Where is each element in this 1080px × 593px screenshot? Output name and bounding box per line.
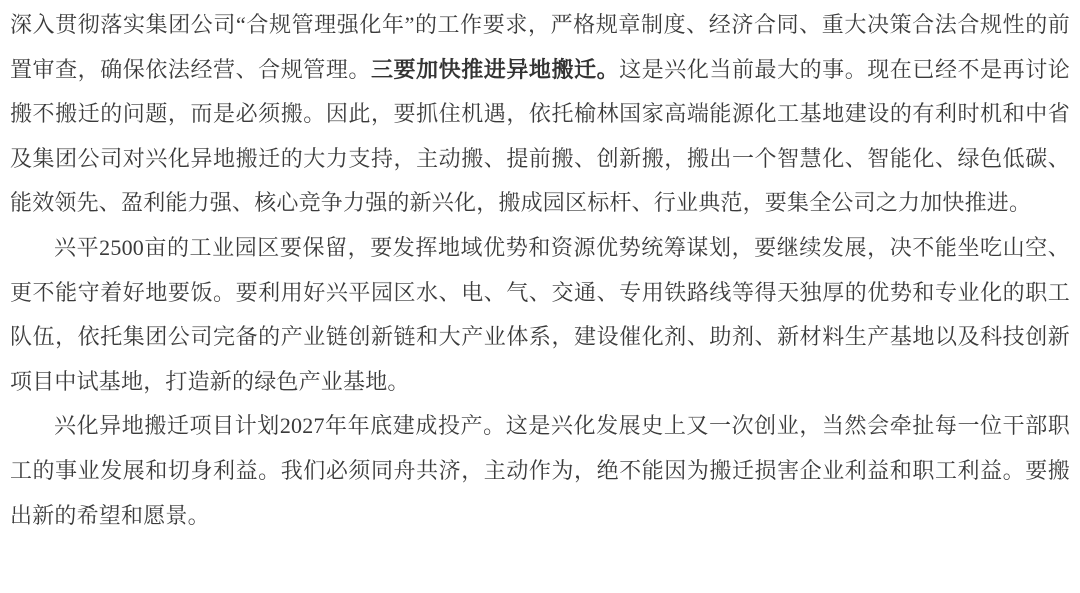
text-segment: 兴平2500亩的工业园区要保留，要发挥地域优势和资源优势统筹谋划，要继续发展，决不能坐吃山空、更不能守着好地要饭。要利用好兴平园区水、电、气、交通、专用铁路线等得天独厚的优势和专业化的职工队伍，依托集团公司完备的产业链创新链和大产业体系，建设催化剂、助剂、新材料生产基地以及科技创新项目中试基地，打造新的绿色产业基地。 xyxy=(10,234,1070,394)
bold-text-segment: 三要加快推进异地搬迁。 xyxy=(370,56,620,82)
paragraph xyxy=(10,3,1070,226)
text-segment: 深入贯彻落实集团公司“合规管理强化年”的工作要求，严格规章制度、经济合同、重大决策合法合规性的前置审查，确保依法经营、合规管理。 xyxy=(10,12,1070,82)
paragraph xyxy=(10,404,1070,538)
text-segment: 兴化异地搬迁项目计划2027年年底建成投产。这是兴化发展史上又一次创业，当然会牵扯每一位干部职工的事业发展和切身利益。我们必须同舟共济，主动作为，绝不能因为搬迁损害企业利益和职工利益。要搬出新的希望和愿景。 xyxy=(10,413,1070,528)
text-segment: 这是兴化当前最大的事。现在已经不是再讨论搬不搬迁的问题，而是必须搬。因此，要抓住机遇，依托榆林国家高端能源化工基地建设的有利时机和中省及集团公司对兴化异地搬迁的大力支持，主动搬、提前搬、创新搬，搬出一个智慧化、智能化、绿色低碳、能效领先、盈利能力强、核心竞争力强的新兴化，搬成园区标杆、行业典范，要集全公司之力加快推进。 xyxy=(10,56,1070,216)
paragraph xyxy=(10,226,1070,404)
document-body xyxy=(10,3,1070,538)
